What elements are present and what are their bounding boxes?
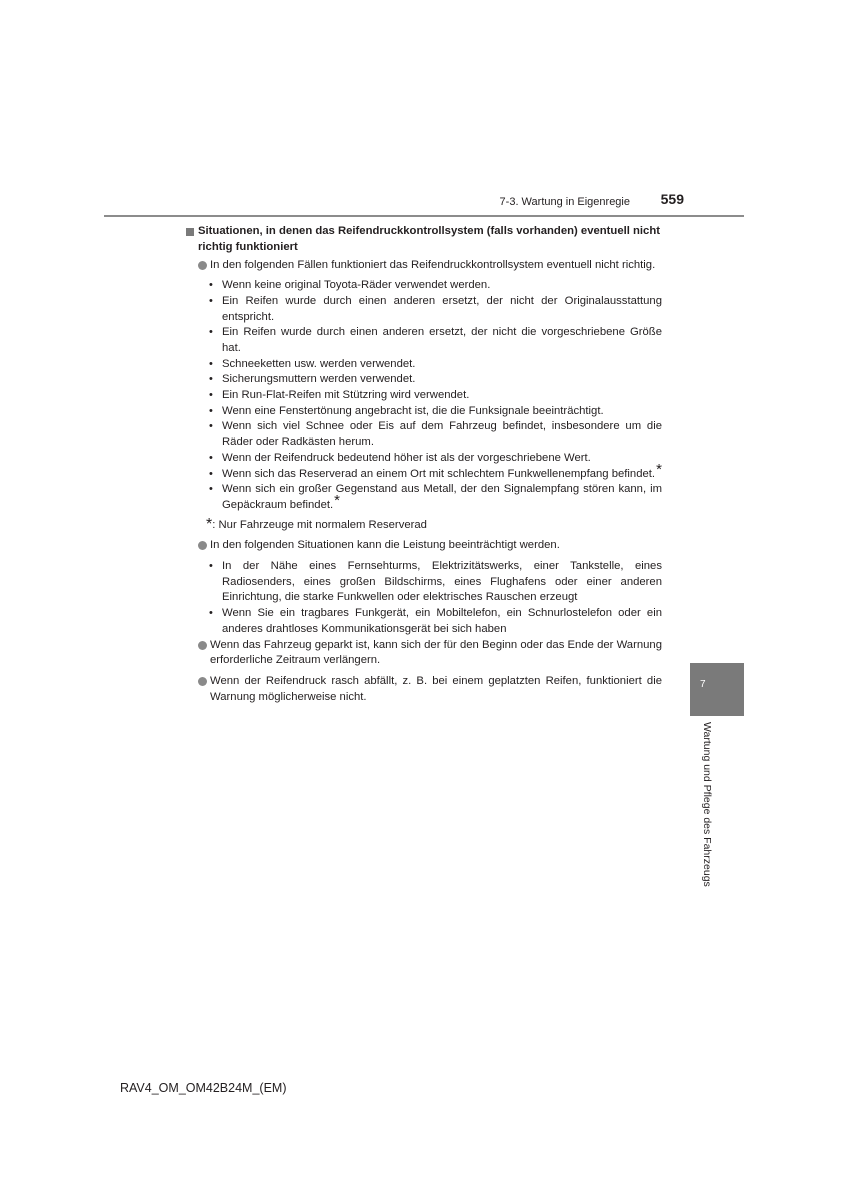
bullet-icon: • <box>209 607 213 620</box>
circle-bullet-icon <box>198 261 207 270</box>
list-item <box>209 404 662 420</box>
list-item <box>209 419 662 450</box>
list-item <box>209 388 662 404</box>
chapter-number: 7 <box>700 679 706 690</box>
list-item-text: Wenn keine original Toyota-Räder verwendet werden. <box>222 279 491 292</box>
list-item-text: Ein Run-Flat-Reifen mit Stützring wird verwendet. <box>222 389 470 402</box>
circle-paragraph <box>186 538 662 554</box>
list-item <box>209 372 662 388</box>
list-item-text: Wenn sich ein großer Gegenstand aus Metall, der den Signalempfang stören kann, im Gepäckraum befindet. <box>222 483 662 511</box>
paragraph-text: Wenn das Fahrzeug geparkt ist, kann sich der für den Beginn oder das Ende der Warnung erforderliche Zeitraum verlängern. <box>210 638 662 667</box>
bullet-icon: • <box>209 483 213 496</box>
page-number: 559 <box>660 191 684 207</box>
header-rule <box>104 215 744 217</box>
circle-paragraph <box>186 258 662 274</box>
bullet-icon: • <box>209 294 213 307</box>
square-bullet-icon <box>186 228 194 236</box>
bullet-icon: • <box>209 467 213 480</box>
circle-bullet-icon <box>198 641 207 650</box>
list-item <box>209 451 662 467</box>
circle-paragraph <box>186 674 662 705</box>
list-item <box>209 559 662 606</box>
list-item <box>209 325 662 356</box>
main-content <box>186 224 662 705</box>
list-item-text: Wenn der Reifendruck bedeutend höher ist als der vorgeschriebene Wert. <box>222 451 591 464</box>
section-heading-text: Situationen, in denen das Reifendruckkontrollsystem (falls vorhanden) eventuell nicht richtig funktioniert <box>198 225 661 253</box>
chapter-side-title: Wartung und Pflege des Fahrzeugs <box>701 722 713 887</box>
list-item <box>209 278 662 294</box>
list-item <box>209 460 662 483</box>
bullet-icon: • <box>209 373 213 386</box>
bullet-list <box>186 278 662 514</box>
list-item-text: Wenn Sie ein tragbares Funkgerät, ein Mobiltelefon, ein Schnurlostelefon oder ein anderes drahtloses Kommunikationsgerät bei sich haben <box>222 607 662 635</box>
list-item <box>209 606 662 637</box>
bullet-icon: • <box>209 560 213 573</box>
bullet-icon: • <box>209 357 213 370</box>
list-item <box>209 294 662 325</box>
list-item-text: Wenn eine Fenstertönung angebracht ist, die die Funksignale beeinträchtigt. <box>222 404 604 417</box>
list-item <box>209 357 662 373</box>
paragraph-text: In den folgenden Situationen kann die Leistung beeinträchtigt werden. <box>210 539 560 552</box>
footnote-star: * <box>206 515 213 533</box>
bullet-icon: • <box>209 451 213 464</box>
bullet-icon: • <box>209 404 213 417</box>
circle-bullet-icon <box>198 677 207 686</box>
bullet-icon: • <box>209 389 213 402</box>
footnote-marker: * <box>656 460 662 478</box>
list-item-text: Sicherungsmuttern werden verwendet. <box>222 373 416 386</box>
bullet-icon: • <box>209 420 213 433</box>
paragraph-text: In den folgenden Fällen funktioniert das Reifendruckkontrollsystem eventuell nicht richtig. <box>210 259 656 272</box>
list-item-text: In der Nähe eines Fernsehturms, Elektrizitätswerks, einer Tankstelle, eines Radiosenders, eines großen Bildschirms, eines Flughafens oder einer anderen Einrichtung, die starke Funkwellen oder elektrisches Rauschen erzeugt <box>222 560 662 604</box>
list-item-text: Schneeketten usw. werden verwendet. <box>222 357 416 370</box>
list-item-text: Ein Reifen wurde durch einen anderen ersetzt, der nicht der Originalausstattung entspricht. <box>222 294 662 323</box>
circle-paragraph <box>186 638 662 669</box>
footnote-marker: * <box>334 491 340 509</box>
list-item-text: Wenn sich das Reserverad an einem Ort mit schlechtem Funkwellenempfang befindet. <box>222 467 656 480</box>
list-item <box>209 482 662 513</box>
list-item-text: Wenn sich viel Schnee oder Eis auf dem Fahrzeug befindet, insbesondere um die Räder oder Radkästen herum. <box>222 420 662 449</box>
chapter-tab <box>690 663 744 716</box>
list-item-text: Ein Reifen wurde durch einen anderen ersetzt, der nicht die vorgeschriebene Größe hat. <box>222 326 662 354</box>
footnote <box>186 516 662 534</box>
bullet-icon: • <box>209 326 213 339</box>
section-heading <box>186 224 662 255</box>
bullet-icon: • <box>209 279 213 292</box>
document-code: RAV4_OM_OM42B24M_(EM) <box>120 1081 287 1095</box>
footnote-text: : Nur Fahrzeuge mit normalem Reserverad <box>212 518 427 531</box>
circle-bullet-icon <box>198 541 207 550</box>
paragraph-text: Wenn der Reifendruck rasch abfällt, z. B. bei einem geplatzten Reifen, funktioniert die Warnung möglicherweise nicht. <box>210 674 662 703</box>
bullet-list <box>186 559 662 638</box>
running-header-section: 7-3. Wartung in Eigenregie <box>499 196 630 208</box>
